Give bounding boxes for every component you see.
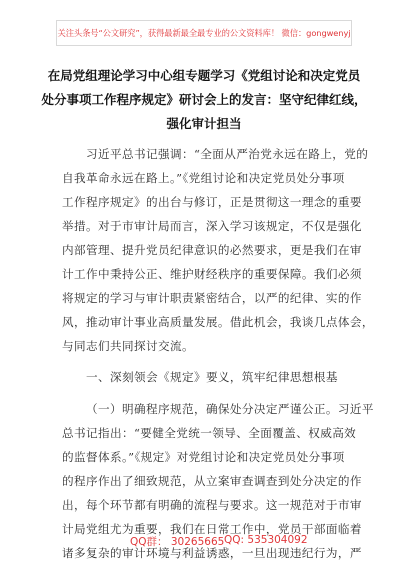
body-line: 风，推动审计事业高质量发展。借此机会，我谈几点体会， — [62, 315, 374, 329]
body-line: 的程序作出了细致规范，从立案审查调查到处分决定的作 — [62, 474, 362, 488]
footer-qq-number: QQ: 535304092 — [224, 534, 308, 546]
body-line: 计局党组尤为重要，我们在日常工作中，党员干部面临着 — [62, 522, 362, 536]
body-line: 自我革命永远在路上。”《党组讨论和决定党员处分事项 — [62, 171, 345, 185]
document-title-line-1: 在局党组理论学习中心组专题学习《党组讨论和决定党员 — [47, 68, 361, 83]
body-line: 诸多复杂的审计环境与利益诱惑，一旦出现违纪行为，严 — [62, 546, 362, 560]
body-line: 总书记指出：“要健全党统一领导、全面覆盖、权威高效 — [62, 426, 357, 440]
body-line: 的监督体系。”《规定》对党组讨论和决定党员处分事项 — [62, 450, 345, 464]
body-line: 工作程序规定》的出台与修订，正是贯彻这一理念的重要 — [62, 195, 362, 209]
section-heading: 一、深刻领会《规定》要义，筑牢纪律思想根基 — [86, 370, 338, 384]
body-line: 将规定的学习与审计职责紧密结合，以严的纪律、实的作 — [62, 291, 362, 305]
document-title-line-3: 强化审计担当 — [166, 116, 242, 131]
body-line: （一）明确程序规范，确保处分决定严谨公正。习近平 — [86, 402, 374, 416]
document-title-line-2: 处分事项工作程序规定》研讨会上的发言：坚守纪律红线， — [41, 92, 367, 107]
header-banner: 关注头条号“公文研究”，获得最新最全最专业的公文资料库！ 微信：gongwenyj — [56, 20, 352, 46]
body-line: 与同志们共同探讨交流。 — [62, 339, 194, 353]
body-line: 习近平总书记强调：“全面从严治党永远在路上，党的 — [86, 147, 369, 161]
body-line: 出，每个环节都有明确的流程与要求。这一规范对于市审 — [62, 498, 362, 512]
body-line: 内部管理、提升党员纪律意识的必然要求，更是我们在审 — [62, 243, 362, 257]
footer-qq-group: QQ群： 30265665 — [130, 536, 225, 548]
body-line: 举措。对于市审计局而言，深入学习该规定，不仅是强化 — [62, 219, 362, 233]
body-line: 计工作中秉持公正、维护财经秩序的重要保障。我们必须 — [62, 267, 362, 281]
